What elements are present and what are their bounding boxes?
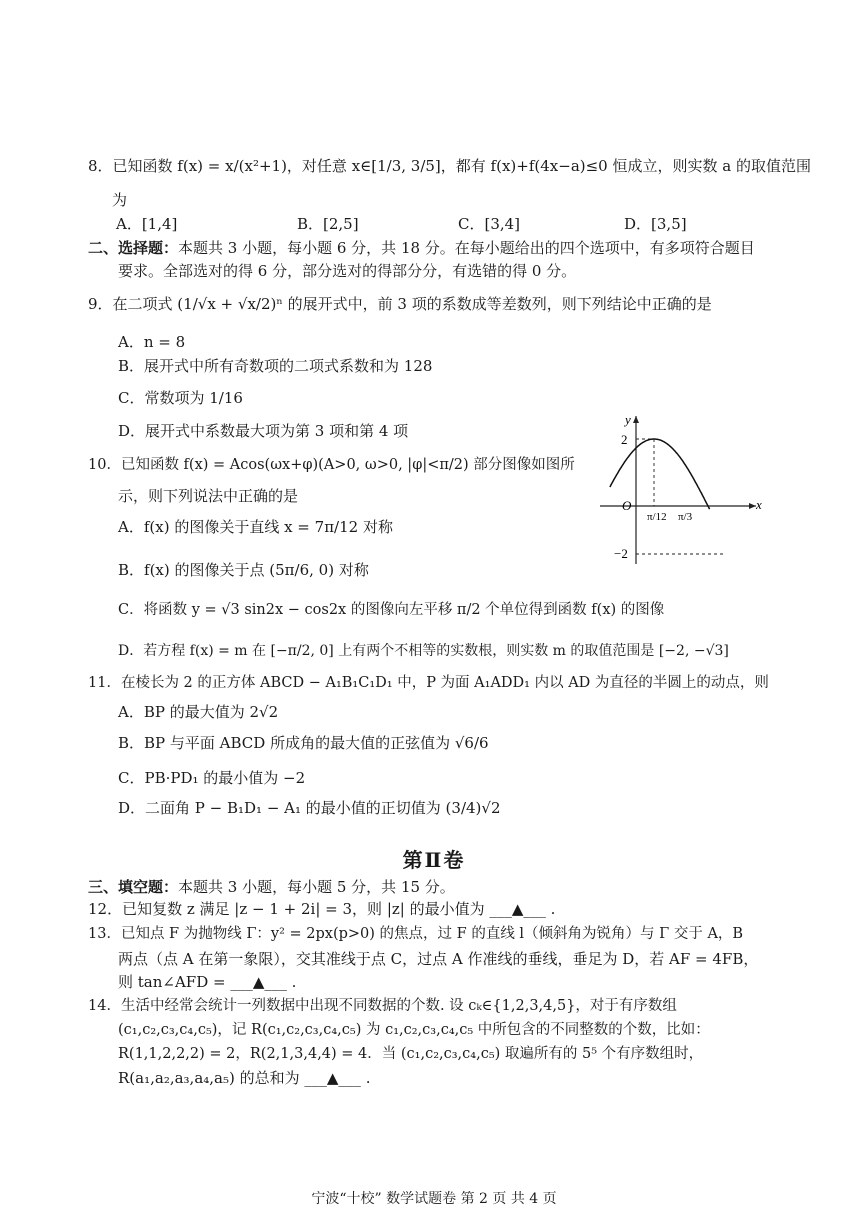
q8-option-a: A．[1,4] xyxy=(116,215,178,233)
section2-heading-line xyxy=(88,238,755,258)
q9-option-d: D．展开式中系数最大项为第 3 项和第 4 项 xyxy=(118,422,409,440)
section3-heading-line xyxy=(88,877,455,897)
q14-line4: R(a₁,a₂,a₃,a₄,a₅) 的总和为 ___▲___ . xyxy=(118,1069,371,1087)
q14-line3: R(1,1,2,2,2) = 2，R(2,1,3,4,4) = 4．当 (c₁,c₂,c₃,c₄,c₅) 取遍所有的 5⁵ 个有序数组时， xyxy=(118,1046,704,1062)
q9-option-b: B．展开式中所有奇数项的二项式系数和为 128 xyxy=(118,357,433,375)
q11-stem: 11．在棱长为 2 的正方体 ABCD − A₁B₁C₁D₁ 中，P 为面 A₁ADD₁ 内以 AD 为直径的半圆上的动点，则 xyxy=(88,675,769,691)
y-bottom-label: −2 xyxy=(614,546,628,561)
q14-line2: (c₁,c₂,c₃,c₄,c₅)，记 R(c₁,c₂,c₃,c₄,c₅) 为 c₁,c₂,c₃,c₄,c₅ 中所包含的不同整数的个数，比如： xyxy=(118,1022,710,1038)
q10-stem-cont: 示，则下列说法中正确的是 xyxy=(118,487,299,505)
q9-option-a: A．n = 8 xyxy=(118,333,186,351)
section3-heading: 三、填空题： xyxy=(88,878,179,896)
q14-line1: 14．生活中经常会统计一列数据中出现不同数据的个数. 设 cₖ∈{1,2,3,4,5}，对于有序数组 xyxy=(88,998,677,1014)
y-label: y xyxy=(625,412,631,427)
q10-option-a: A．f(x) 的图像关于直线 x = 7π/12 对称 xyxy=(118,518,393,536)
y-axis-arrow-icon xyxy=(633,416,639,423)
q10-option-d: D．若方程 f(x) = m 在 [−π/2, 0] 上有两个不相等的实数根，则实数 m 的取值范围是 [−2, −√3] xyxy=(118,643,729,659)
q12: 12．已知复数 z 满足 |z − 1 + 2i| = 3，则 |z| 的最小值为 ___▲___ . xyxy=(88,900,556,918)
x-tick1-label: π/12 xyxy=(647,511,667,523)
q11-option-d: D．二面角 P − B₁D₁ − A₁ 的最小值的正切值为 (3/4)√2 xyxy=(118,799,501,817)
q9-stem: 9．在二项式 (1/√x + √x/2)ⁿ 的展开式中，前 3 项的系数成等差数列，则下列结论中正确的是 xyxy=(88,295,712,313)
q10-stem: 10．已知函数 f(x) = Acos(ωx+φ)(A>0, ω>0, |φ|<π/2) 部分图像如图所 xyxy=(88,457,575,473)
section3-text: 本题共 3 小题，每小题 5 分，共 15 分。 xyxy=(178,878,455,896)
part2-title: 第Ⅱ卷 xyxy=(402,848,466,872)
x-tick2-label: π/3 xyxy=(678,511,693,523)
q11-option-b: B．BP 与平面 ABCD 所成角的最大值的正弦值为 √6/6 xyxy=(118,734,489,752)
origin-label: O xyxy=(622,498,632,513)
x-axis-arrow-icon xyxy=(749,503,756,509)
q10-cosine-graph xyxy=(596,408,768,568)
q8-option-d: D．[3,5] xyxy=(624,215,687,233)
q13-line3: 则 tan∠AFD = ___▲___ . xyxy=(118,973,297,991)
section2-text1: 本题共 3 小题，每小题 6 分，共 18 分。在每小题给出的四个选项中，有多项符合题目 xyxy=(178,239,755,257)
q8-option-c: C．[3,4] xyxy=(458,215,521,233)
y-top-label: 2 xyxy=(621,432,628,447)
q11-option-a: A．BP 的最大值为 2√2 xyxy=(118,703,279,721)
q11-option-c: C．PB·PD₁ 的最小值为 −2 xyxy=(118,769,306,787)
section2-heading: 二、选择题： xyxy=(88,239,179,257)
q13-line2: 两点（点 A 在第一象限），交其准线于点 C，过点 A 作准线的垂线，垂足为 D，若 AF = 4FB， xyxy=(118,950,759,968)
x-label: x xyxy=(756,497,762,512)
q8-stem: 8．已知函数 f(x) = x/(x²+1)，对任意 x∈[1/3, 3/5]，都有 f(x)+f(4x−a)≤0 恒成立，则实数 a 的取值范围 xyxy=(88,157,811,175)
q8-option-b: B．[2,5] xyxy=(297,215,359,233)
q13-line1: 13．已知点 F 为抛物线 Γ：y² = 2px(p>0) 的焦点，过 F 的直线 l（倾斜角为锐角）与 Γ 交于 A，B xyxy=(88,926,744,942)
q9-option-c: C．常数项为 1/16 xyxy=(118,389,243,407)
q10-option-c: C．将函数 y = √3 sin2x − cos2x 的图像向左平移 π/2 个单位得到函数 f(x) 的图像 xyxy=(118,602,665,618)
graph-svg xyxy=(596,408,768,568)
q10-option-b: B．f(x) 的图像关于点 (5π/6, 0) 对称 xyxy=(118,561,369,579)
page-footer: 宁波“十校” 数学试题卷 第 2 页 共 4 页 xyxy=(311,1191,557,1207)
section2-text2: 要求。全部选对的得 6 分，部分选对的得部分分，有选错的得 0 分。 xyxy=(118,262,577,280)
q8-stem-cont: 为 xyxy=(112,191,128,209)
